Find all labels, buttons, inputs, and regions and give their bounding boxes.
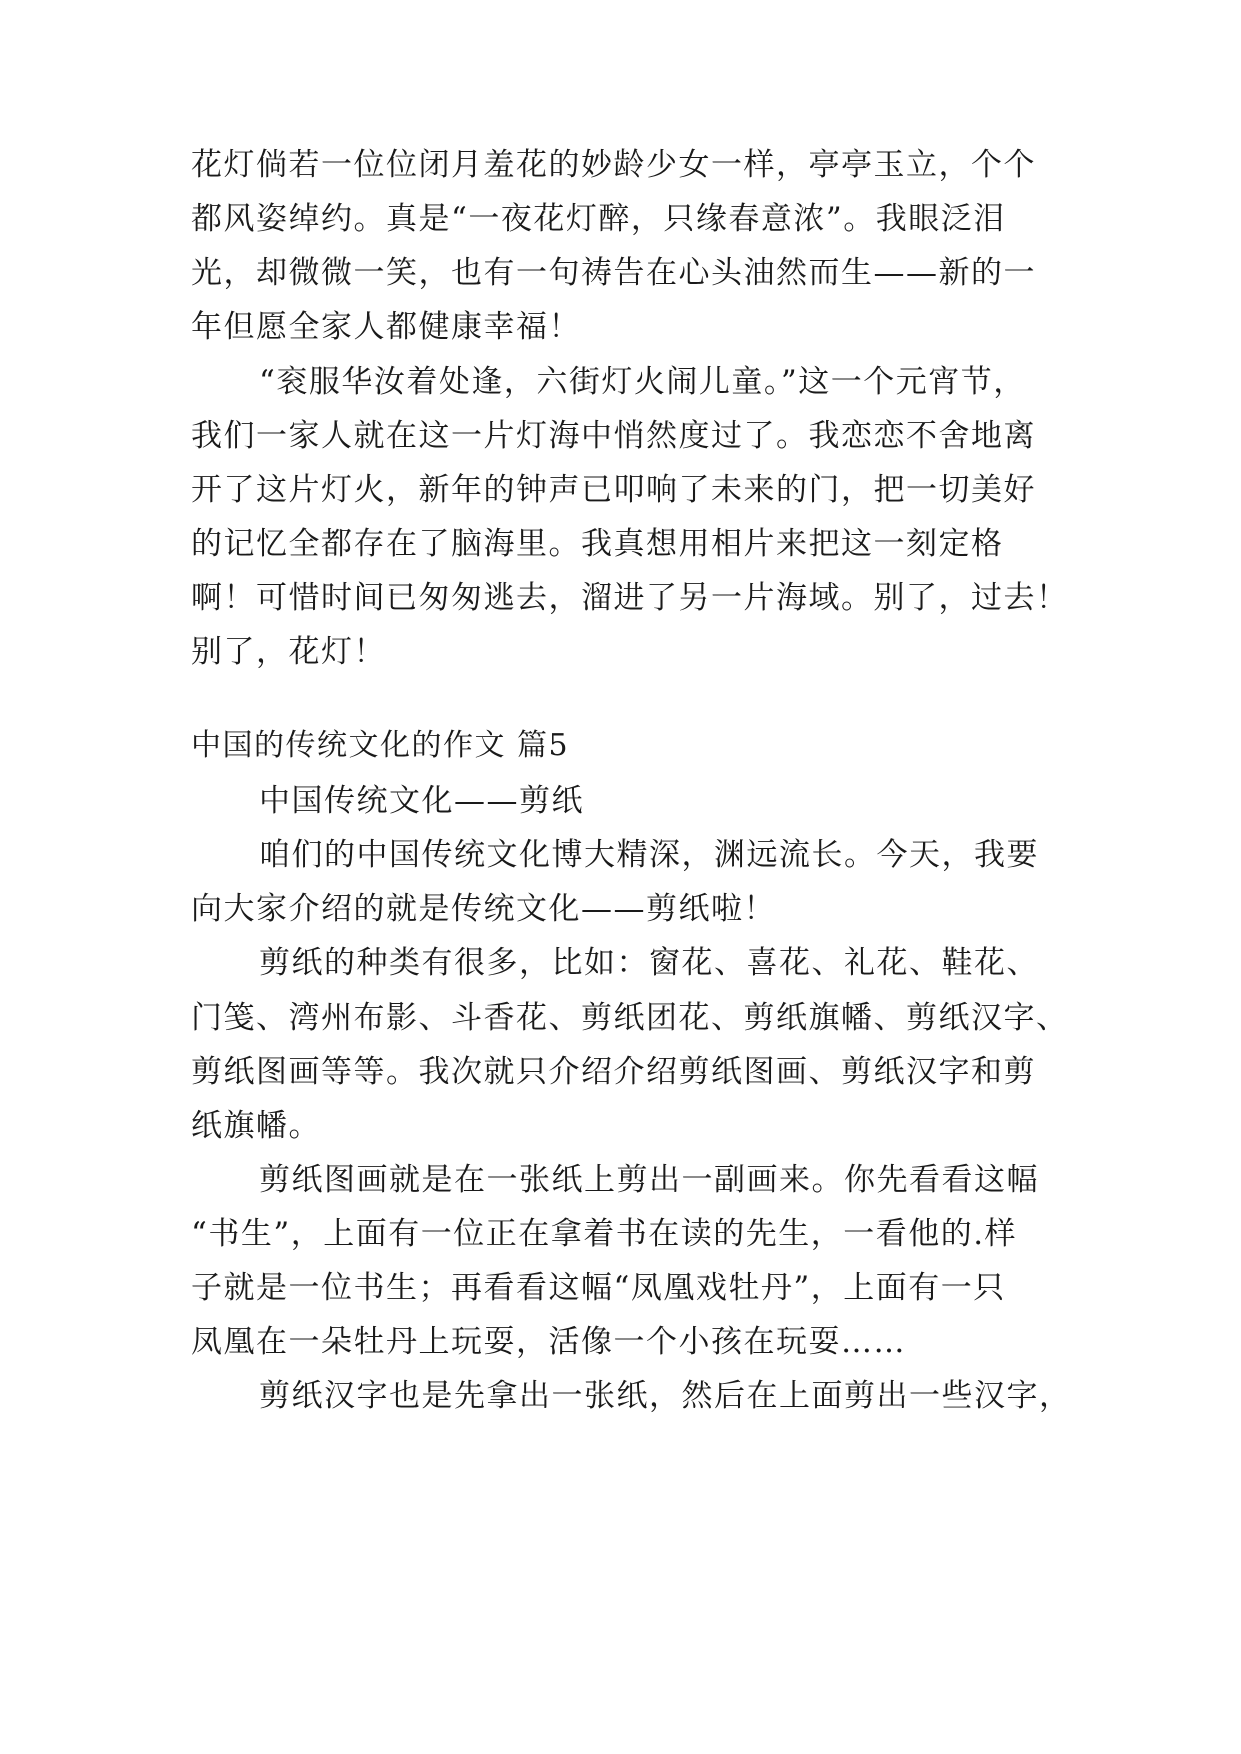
paragraph-line: 剪纸的种类有很多，比如：窗花、喜花、礼花、鞋花、: [259, 945, 1039, 981]
paragraph-line: 光，却微微一笑，也有一句祷告在心头油然而生——新的一: [191, 255, 1036, 291]
paragraph-line: 咱们的中国传统文化博大精深，渊远流长。今天，我要: [259, 837, 1039, 873]
paragraph-line: 我们一家人就在这一片灯海中悄然度过了。我恋恋不舍地离: [191, 418, 1036, 454]
paragraph-line: 剪纸图画就是在一张纸上剪出一副画来。你先看看这幅: [259, 1162, 1039, 1198]
paragraph-line: 的记忆全都存在了脑海里。我真想用相片来把这一刻定格: [191, 526, 1004, 562]
paragraph-line: 剪纸图画等等。我次就只介绍介绍剪纸图画、剪纸汉字和剪: [191, 1054, 1036, 1090]
paragraph-line: 别了，花灯！: [191, 634, 386, 670]
paragraph-line: “衮服华汝着处逢，六街灯火闹儿童。”这一个元宵节，: [259, 364, 1026, 400]
paragraph-line: 凤凰在一朵牡丹上玩耍，活像一个小孩在玩耍……: [191, 1324, 906, 1360]
paragraph-line: 门笺、湾州布影、斗香花、剪纸团花、剪纸旗幡、剪纸汉字、: [191, 1000, 1069, 1036]
paragraph-line: 年但愿全家人都健康幸福！: [191, 309, 581, 345]
paragraph-line: 开了这片灯火，新年的钟声已叩响了未来的门，把一切美好: [191, 472, 1036, 508]
paragraph-line: 剪纸汉字也是先拿出一张纸，然后在上面剪出一些汉字，: [259, 1378, 1072, 1414]
paragraph-line: 子就是一位书生；再看看这幅“凤凰戏牡丹”，上面有一只: [191, 1270, 1006, 1306]
paragraph-line: 花灯倘若一位位闭月羞花的妙龄少女一样，亭亭玉立，个个: [191, 147, 1036, 183]
paragraph-line: 啊！可惜时间已匆匆逃去，溜进了另一片海域。别了，过去！: [191, 580, 1069, 616]
paragraph-line: 纸旗幡。: [191, 1108, 321, 1144]
paragraph-line: “书生”，上面有一位正在拿着书在读的先生，一看他的.样: [191, 1216, 1018, 1252]
section-heading: 中国的传统文化的作文 篇5: [191, 728, 570, 763]
essay-title: 中国传统文化——剪纸: [259, 783, 584, 819]
paragraph-line: 都风姿绰约。真是“一夜花灯醉，只缘春意浓”。我眼泛泪: [191, 201, 1006, 237]
paragraph-line: 向大家介绍的就是传统文化——剪纸啦！: [191, 891, 776, 927]
